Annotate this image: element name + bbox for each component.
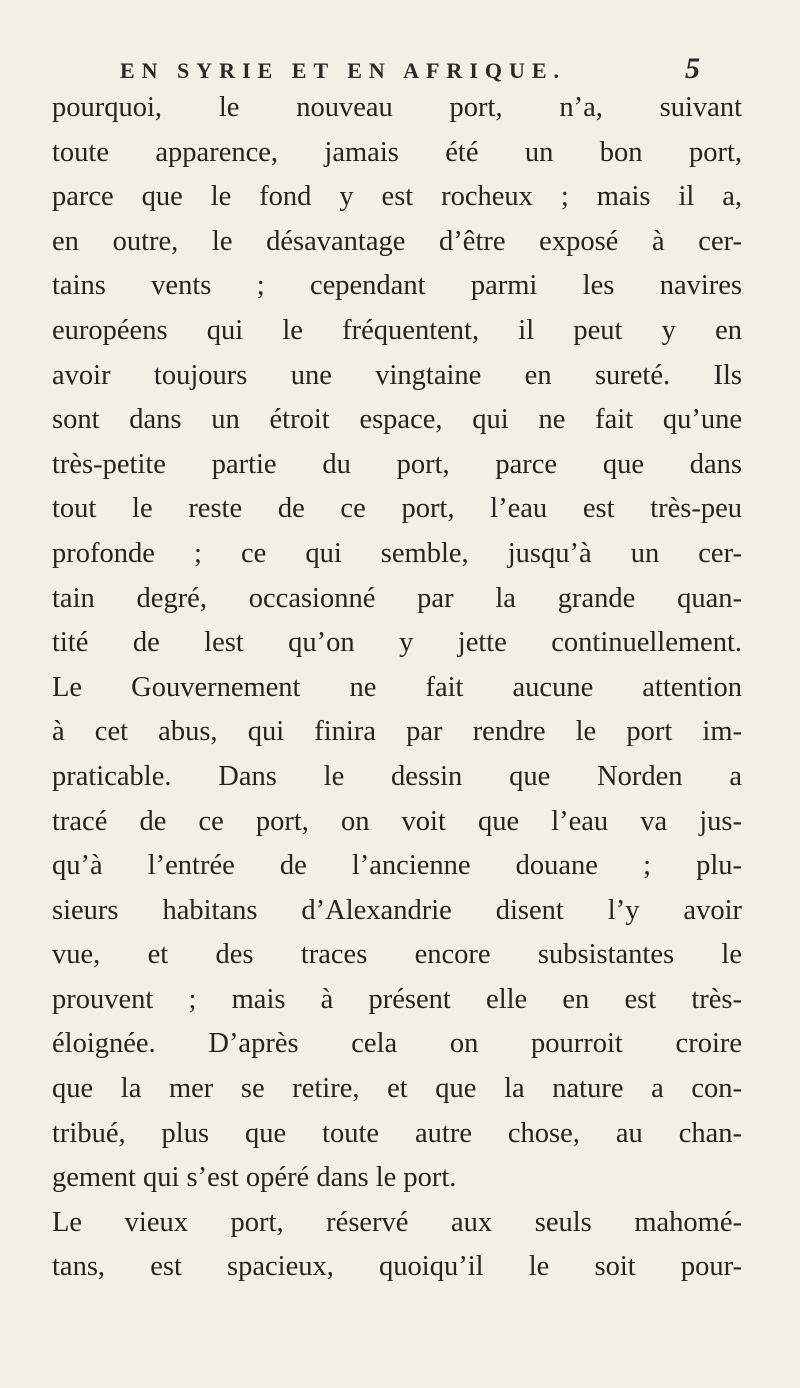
text-line: tité de lest qu’on y jette continuellement. bbox=[52, 627, 742, 659]
text-line: praticable. Dans le dessin que Norden a bbox=[52, 760, 742, 792]
text-line: tains vents ; cependant parmi les navires bbox=[52, 270, 742, 302]
text-line: européens qui le fréquentent, il peut y en bbox=[52, 314, 742, 346]
text-line: vue, et des traces encore subsistantes le bbox=[52, 939, 742, 971]
text-line: avoir toujours une vingtaine en sureté. Ils bbox=[52, 359, 742, 391]
text-line: sieurs habitans d’Alexandrie disent l’y avoir bbox=[52, 894, 742, 926]
text-line: très-petite partie du port, parce que dans bbox=[52, 448, 742, 480]
text-line: qu’à l’entrée de l’ancienne douane ; plu- bbox=[52, 850, 742, 882]
text-line: à cet abus, qui finira par rendre le port im- bbox=[52, 716, 742, 748]
text-line: Le vieux port, réservé aux seuls mahomé- bbox=[52, 1206, 742, 1238]
text-line: Le Gouvernement ne fait aucune attention bbox=[52, 671, 742, 703]
text-line: que la mer se retire, et que la nature a con- bbox=[52, 1073, 742, 1105]
body-text bbox=[52, 86, 742, 1290]
text-line: profonde ; ce qui semble, jusqu’à un cer- bbox=[52, 537, 742, 569]
text-line: éloignée. D’après cela on pourroit croire bbox=[52, 1028, 742, 1060]
running-title: EN SYRIE ET EN AFRIQUE. bbox=[120, 58, 567, 83]
text-line: sont dans un étroit espace, qui ne fait qu’une bbox=[52, 404, 742, 436]
text-line: toute apparence, jamais été un bon port, bbox=[52, 136, 742, 168]
text-line: tans, est spacieux, quoiqu’il le soit pour- bbox=[52, 1251, 742, 1283]
text-line: tain degré, occasionné par la grande quan- bbox=[52, 582, 742, 614]
text-line: parce que le fond y est rocheux ; mais il a, bbox=[52, 181, 742, 213]
text-line: pourquoi, le nouveau port, n’a, suivant bbox=[52, 92, 742, 123]
text-line: gement qui s’est opéré dans le port. bbox=[52, 1162, 457, 1194]
text-line: en outre, le désavantage d’être exposé à cer- bbox=[52, 225, 742, 257]
text-line: tracé de ce port, on voit que l’eau va jus- bbox=[52, 805, 742, 837]
page-number: 5 bbox=[685, 52, 700, 85]
text-line: tout le reste de ce port, l’eau est très-peu bbox=[52, 493, 742, 525]
text-line: tribué, plus que toute autre chose, au chan- bbox=[52, 1117, 742, 1149]
text-line: prouvent ; mais à présent elle en est très- bbox=[52, 983, 742, 1015]
